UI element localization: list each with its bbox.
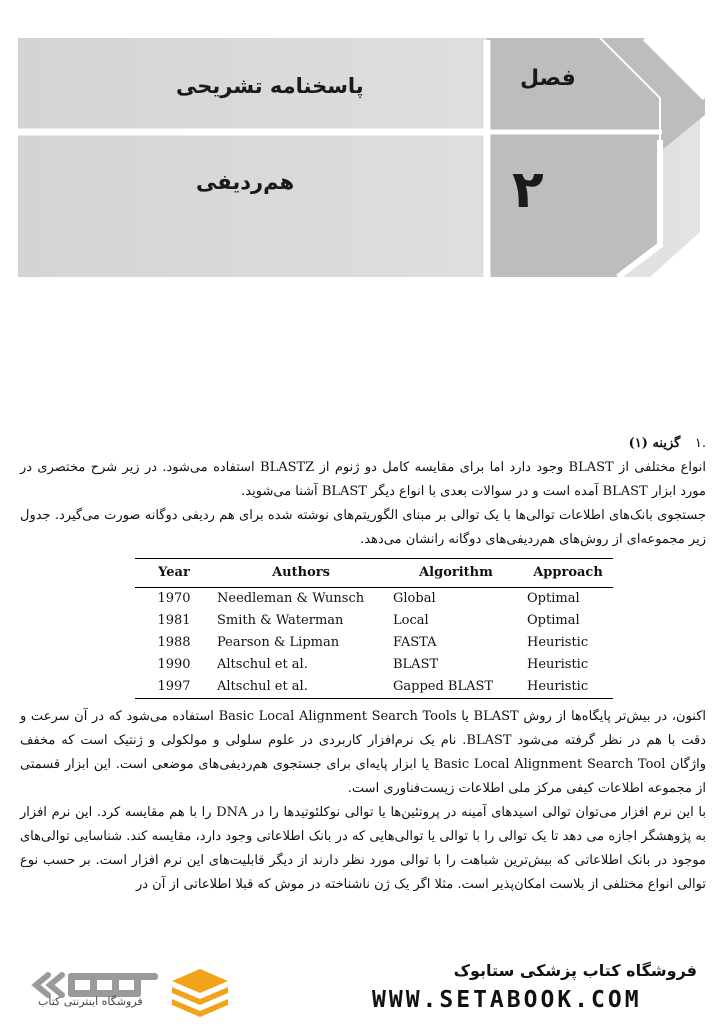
chapter-banner (0, 0, 717, 300)
question-heading (20, 432, 706, 456)
table-header-algorithm: Algorithm (389, 559, 523, 588)
body-paragraph-1: اکنون، در بیش‌تر پایگاه‌ها از روش BLAST یا Basic Local Alignment Search Tools استفاده می‌شود که در آن سرعت و دقت با هم در نظر گرفته می‌شود BLAST. نام یک نرم‌افزار کاربردی در علوم سلولی و مولکولی و ژنتیک است که مخفف واژگان Basic Local Alignment Search Tool یا ابزار پایه‌ای برای جستجوی هم‌ردیفی‌های موضعی است. این ابزار قسمتی از مجموعه اطلاعات کیفی مرکز ملی اطلاعات زیست‌فناوری است. (20, 709, 707, 796)
intro-paragraph-2: جستجوی بانک‌های اطلاعات توالی‌ها با یک توالی بر مبنای الگوریتم‌های نوشته شده برای هم ردیفی دوگانه صورت می‌گیرد. جدول زیر مجموعه‌ای از روش‌های هم‌ردیفی‌های دوگانه رانشان می‌دهد. (20, 508, 706, 547)
question-number: .۱ (694, 436, 706, 451)
table-cell: 1990 (157, 657, 191, 672)
table-cell: Optimal (527, 591, 580, 606)
table-cell: Heuristic (527, 657, 589, 672)
table-cell: Local (393, 613, 429, 628)
table-cell: Optimal (527, 613, 580, 628)
table-cell: 1970 (157, 591, 191, 606)
table-cell: Needleman & Wunsch (217, 591, 365, 606)
table-header-authors: Authors (213, 559, 389, 588)
table-cell: Global (393, 591, 436, 606)
chapter-number: ۲ (512, 160, 544, 220)
table-cell: Heuristic (523, 676, 613, 699)
setabook-logo (28, 963, 248, 1019)
table-cell: Heuristic (527, 635, 589, 650)
table-row (135, 654, 613, 676)
body-paragraph-2: با این نرم افزار می‌توان توالی اسیدهای آمینه در پروتئین‌ها یا توالی نوکلئوتیدها را در DNA را با هم مقایسه کرد. این نرم افزار به پژوهشگر اجازه می دهد تا یک توالی را با توالی یا توالی‌هایی که در بانک اطلاعاتی وجود دارد، مقایسه کند. شناسایی توالی‌های موجود در بانک اطلاعاتی که بیش‌ترین شباهت را با توالی مورد نظر دارند از دیگر قابلیت‌های این نرم افزار است. بر حسب نوع توالی انواع مختلفی از بلاست امکان‌پذیر است. مثلا اگر یک ژن ناشناخته در موش که قبلا اطلاعاتی از آن در (20, 805, 706, 892)
chapter-label: فصل (520, 66, 576, 91)
table-header-approach: Approach (523, 559, 613, 588)
table-cell: 1981 (157, 613, 191, 628)
table-cell: 1997 (135, 676, 213, 699)
alignment-methods-table (135, 558, 613, 699)
store-name: فروشگاه کتاب پزشکی ستابوک (453, 961, 697, 980)
table-cell: Smith & Waterman (217, 613, 344, 628)
table-cell: BLAST (393, 657, 439, 672)
table-row (135, 632, 613, 654)
alignment-methods-table-wrap (20, 558, 706, 699)
answer-option: گزینه (۱) (628, 436, 681, 451)
table-cell: Gapped BLAST (389, 676, 523, 699)
table-row (135, 588, 613, 611)
table-cell: Altschul et al. (213, 676, 389, 699)
table-row (135, 676, 613, 699)
table-cell: Pearson & Lipman (217, 635, 340, 650)
table-cell: Altschul et al. (217, 657, 308, 672)
preview-fade (0, 905, 717, 955)
intro-paragraph-1: انواع مختلفی از BLAST وجود دارد اما برای مقایسه کامل دو ژنوم از BLASTZ استفاده می‌شود. در زیر شرح مختصری در مورد ابزار BLAST آمده است و در سوالات بعدی با انواع دیگر BLAST آشنا می‌شوید. (20, 460, 706, 499)
chapter-subtitle: پاسخنامه تشریحی (176, 74, 364, 98)
table-header-year: Year (135, 559, 213, 588)
table-row (135, 610, 613, 632)
table-header-row (135, 559, 613, 588)
table-cell: 1988 (157, 635, 191, 650)
logo-caption: فروشگاه اینترنتی کتاب (38, 995, 143, 1008)
store-url[interactable]: WWW.SETABOOK.COM (372, 987, 642, 1013)
answer-body (20, 432, 706, 897)
store-footer (0, 955, 717, 1024)
chapter-topic: هم‌ردیفی (196, 170, 295, 194)
table-cell: FASTA (393, 635, 437, 650)
